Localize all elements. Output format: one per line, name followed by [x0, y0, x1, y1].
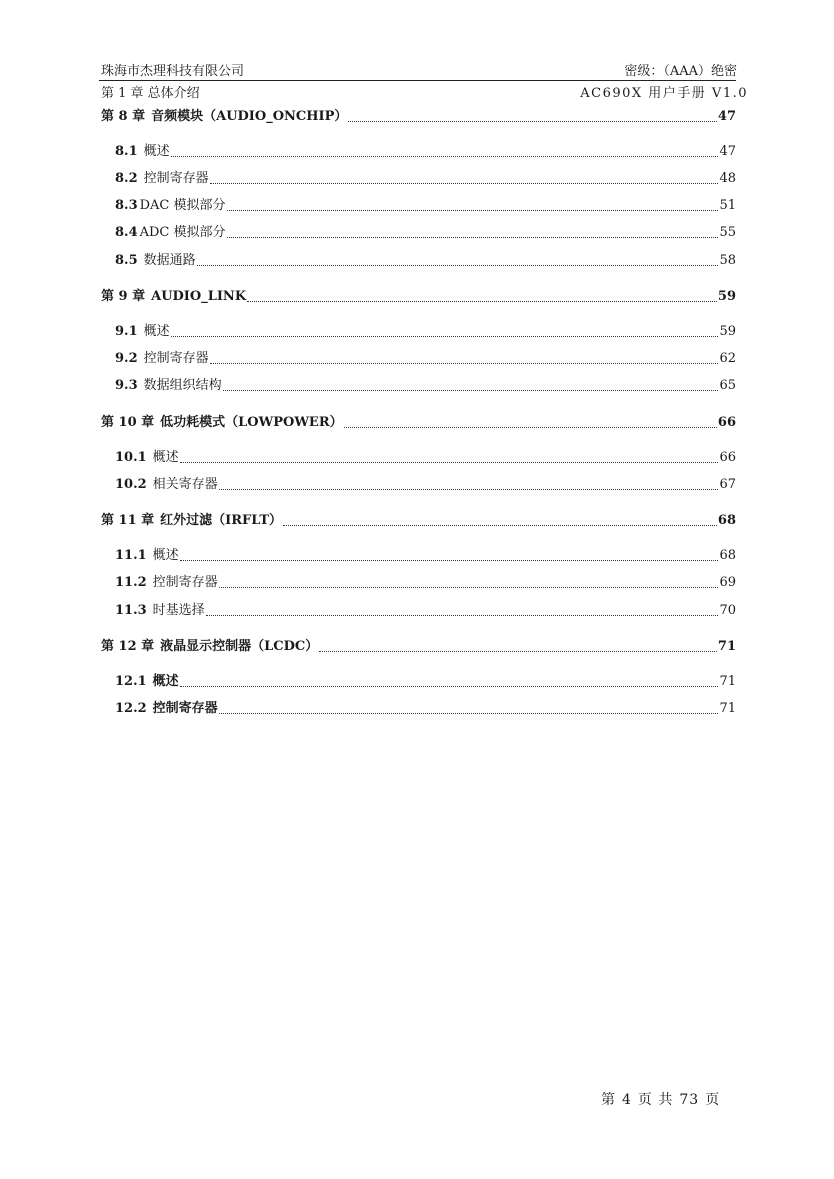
toc-title: ADC 模拟部分	[139, 225, 226, 240]
toc-number: 8.2	[115, 171, 138, 186]
toc-title: DAC 模拟部分	[139, 198, 226, 213]
toc-section-10-2[interactable]	[115, 474, 736, 494]
toc-title: 概述	[143, 144, 170, 159]
toc-leader-dots	[171, 156, 719, 157]
toc-chapter-10[interactable]	[101, 412, 736, 432]
toc-leader-dots	[227, 237, 719, 238]
toc-leader-dots	[219, 587, 719, 588]
toc-title: 控制寄存器	[152, 701, 218, 716]
toc-page-number: 71	[717, 639, 736, 654]
toc-section-9-3[interactable]	[115, 375, 736, 395]
toc-title: AUDIO_LINK	[151, 289, 247, 304]
toc-number: 12.2	[115, 701, 147, 716]
toc-section-8-4[interactable]	[115, 222, 736, 242]
toc-title: 数据组织结构	[143, 378, 222, 393]
toc-title: 低功耗模式（LOWPOWER）	[160, 415, 343, 430]
toc-number: 12.1	[115, 674, 147, 689]
toc-chapter-12[interactable]	[101, 636, 736, 656]
toc-leader-dots	[247, 301, 717, 302]
toc-page-number: 65	[719, 378, 736, 393]
toc-section-10-1[interactable]	[115, 447, 736, 467]
toc-leader-dots	[348, 121, 717, 122]
toc-chapter-11[interactable]	[101, 510, 736, 530]
toc-chapter-9[interactable]	[101, 286, 736, 306]
toc-title: 控制寄存器	[143, 351, 209, 366]
toc-page-number: 51	[719, 198, 736, 213]
toc-number: 9.1	[115, 324, 138, 339]
toc-title: 概述	[152, 450, 179, 465]
toc-leader-dots	[319, 651, 717, 652]
toc-page-number: 68	[719, 548, 736, 563]
toc-number: 8.5	[115, 253, 138, 268]
toc-leader-dots	[180, 462, 719, 463]
toc-page-number: 62	[719, 351, 736, 366]
toc-leader-dots	[219, 713, 719, 714]
toc-number: 10.1	[115, 450, 147, 465]
toc-leader-dots	[180, 560, 719, 561]
footer-current-page: 4	[622, 1092, 632, 1108]
toc-page-number: 70	[719, 603, 736, 618]
toc-number: 9.3	[115, 378, 138, 393]
toc-leader-dots	[223, 390, 719, 391]
toc-number: 11.2	[115, 575, 147, 590]
footer-prefix: 第	[601, 1092, 616, 1108]
toc-number: 第 12 章	[101, 639, 155, 654]
toc-leader-dots	[210, 363, 719, 364]
toc-leader-dots	[180, 686, 719, 687]
toc-title: 数据通路	[143, 253, 196, 268]
toc-number: 10.2	[115, 477, 147, 492]
toc-title: 液晶显示控制器（LCDC）	[160, 639, 319, 654]
toc-section-8-2[interactable]	[115, 168, 736, 188]
toc-section-8-5[interactable]	[115, 250, 736, 270]
footer-mid: 页 共	[637, 1092, 674, 1108]
toc-page-number: 59	[719, 324, 736, 339]
toc-title: 音频模块（AUDIO_ONCHIP）	[151, 109, 348, 124]
toc-page-number: 58	[719, 253, 736, 268]
toc-leader-dots	[283, 525, 717, 526]
toc-page-number: 69	[719, 575, 736, 590]
toc-section-11-1[interactable]	[115, 545, 736, 565]
toc-section-8-1[interactable]	[115, 141, 736, 161]
footer-suffix: 页	[705, 1092, 721, 1108]
toc-number: 第 8 章	[101, 109, 146, 124]
toc-title: 概述	[152, 674, 179, 689]
toc-chapter-8[interactable]	[101, 106, 736, 126]
toc-title: 时基选择	[152, 603, 205, 618]
toc-number: 第 9 章	[101, 289, 146, 304]
toc-section-12-1[interactable]	[115, 671, 736, 691]
toc-title: 概述	[143, 324, 170, 339]
toc-number: 11.3	[115, 603, 147, 618]
toc-section-9-2[interactable]	[115, 348, 736, 368]
toc-number: 第 10 章	[101, 415, 155, 430]
toc-section-11-2[interactable]	[115, 572, 736, 592]
company-name: 珠海市杰理科技有限公司	[101, 64, 245, 79]
toc-leader-dots	[210, 183, 719, 184]
toc-page-number: 48	[719, 171, 736, 186]
toc-leader-dots	[227, 210, 719, 211]
toc-page-number: 47	[717, 109, 736, 124]
running-chapter-title: 第 1 章 总体介绍	[101, 86, 200, 101]
toc-section-11-3[interactable]	[115, 600, 736, 620]
toc-page-number: 55	[719, 225, 736, 240]
toc-section-12-2[interactable]	[115, 698, 736, 718]
toc-number: 8.3	[115, 198, 138, 213]
toc-title: 控制寄存器	[143, 171, 209, 186]
toc-section-9-1[interactable]	[115, 321, 736, 341]
toc-leader-dots	[206, 615, 719, 616]
toc-number: 9.2	[115, 351, 138, 366]
toc-number: 11.1	[115, 548, 147, 563]
toc-page-number: 68	[717, 513, 736, 528]
toc-section-8-3[interactable]	[115, 195, 736, 215]
toc-leader-dots	[171, 336, 719, 337]
toc-title: 概述	[152, 548, 179, 563]
toc-page-number: 71	[719, 701, 736, 716]
footer-total-pages: 73	[679, 1092, 700, 1108]
toc-page-number: 66	[717, 415, 736, 430]
toc-title: 红外过滤（IRFLT）	[160, 513, 283, 528]
toc-title: 控制寄存器	[152, 575, 218, 590]
toc-page-number: 67	[719, 477, 736, 492]
manual-title: AC690X 用户手册 V1.0	[580, 86, 748, 101]
toc-number: 8.1	[115, 144, 138, 159]
toc-number: 第 11 章	[101, 513, 155, 528]
toc-leader-dots	[344, 427, 717, 428]
header-divider	[99, 80, 736, 81]
toc-page-number: 66	[719, 450, 736, 465]
toc-leader-dots	[197, 265, 719, 266]
toc-number: 8.4	[115, 225, 138, 240]
toc-title: 相关寄存器	[152, 477, 218, 492]
page-footer	[598, 1089, 723, 1109]
toc-page-number: 59	[717, 289, 736, 304]
toc-page-number: 47	[719, 144, 736, 159]
toc-leader-dots	[219, 489, 719, 490]
toc-page-number: 71	[719, 674, 736, 689]
security-level: 密级：（AAA）绝密	[624, 64, 737, 79]
